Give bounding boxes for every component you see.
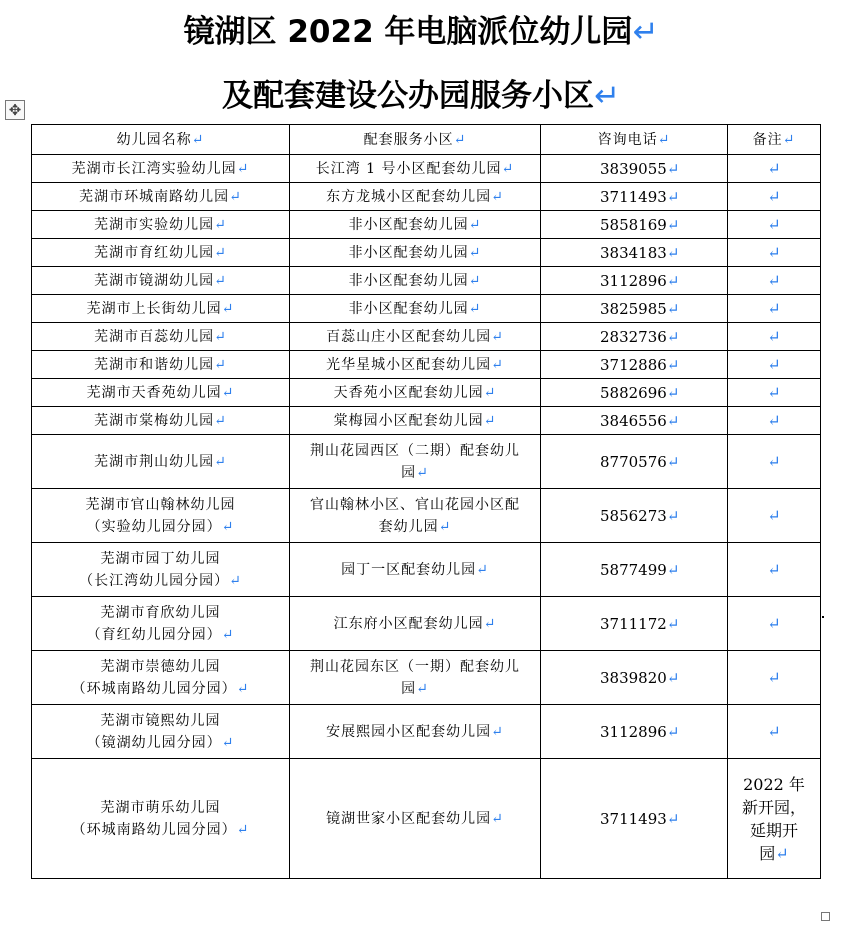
note-cell: ↵ bbox=[728, 267, 821, 295]
service-area-cell: 非小区配套幼儿园↵ bbox=[290, 239, 541, 267]
table-row bbox=[32, 543, 821, 597]
header-service-area: 配套服务小区↵ bbox=[290, 125, 541, 155]
table-row bbox=[32, 705, 821, 759]
note-cell: ↵ bbox=[728, 597, 821, 651]
kindergarten-name-cell: 芜湖市镜湖幼儿园↵ bbox=[32, 267, 290, 295]
phone-cell: 3112896↵ bbox=[541, 705, 728, 759]
note-cell: ↵ bbox=[728, 351, 821, 379]
service-area-cell: 江东府小区配套幼儿园↵ bbox=[290, 597, 541, 651]
service-area-cell: 荆山花园东区（一期）配套幼儿 园↵ bbox=[290, 651, 541, 705]
kindergarten-name-cell: 芜湖市官山翰林幼儿园 （实验幼儿园分园）↵ bbox=[32, 489, 290, 543]
table-row bbox=[32, 351, 821, 379]
phone-cell: 5877499↵ bbox=[541, 543, 728, 597]
kindergarten-name-cell: 芜湖市棠梅幼儿园↵ bbox=[32, 407, 290, 435]
service-area-cell: 官山翰林小区、官山花园小区配 套幼儿园↵ bbox=[290, 489, 541, 543]
table-row bbox=[32, 489, 821, 543]
note-cell: ↵ bbox=[728, 407, 821, 435]
note-cell: 2022 年 新开园， 延期开 园↵ bbox=[728, 759, 821, 879]
header-kindergarten-name: 幼儿园名称↵ bbox=[32, 125, 290, 155]
table-row bbox=[32, 407, 821, 435]
kindergarten-name-cell: 芜湖市育红幼儿园↵ bbox=[32, 239, 290, 267]
kindergarten-name-cell: 芜湖市荆山幼儿园↵ bbox=[32, 435, 290, 489]
note-cell: ↵ bbox=[728, 489, 821, 543]
note-cell: ↵ bbox=[728, 155, 821, 183]
title-line-1: 镜湖区 2022 年电脑派位幼儿园↵ bbox=[183, 14, 659, 50]
service-area-cell: 荆山花园西区（二期）配套幼儿 园↵ bbox=[290, 435, 541, 489]
kindergarten-table bbox=[31, 124, 821, 879]
phone-cell: 5856273↵ bbox=[541, 489, 728, 543]
header-note: 备注↵ bbox=[728, 125, 821, 155]
kindergarten-name-cell: 芜湖市百蕊幼儿园↵ bbox=[32, 323, 290, 351]
phone-cell: 3711493↵ bbox=[541, 183, 728, 211]
kindergarten-name-cell: 芜湖市上长街幼儿园↵ bbox=[32, 295, 290, 323]
phone-cell: 3834183↵ bbox=[541, 239, 728, 267]
header-phone: 咨询电话↵ bbox=[541, 125, 728, 155]
table-row bbox=[32, 435, 821, 489]
kindergarten-name-cell: 芜湖市育欣幼儿园 （育红幼儿园分园）↵ bbox=[32, 597, 290, 651]
service-area-cell: 镜湖世家小区配套幼儿园↵ bbox=[290, 759, 541, 879]
kindergarten-name-cell: 芜湖市和谐幼儿园↵ bbox=[32, 351, 290, 379]
service-area-cell: 非小区配套幼儿园↵ bbox=[290, 295, 541, 323]
service-area-cell: 非小区配套幼儿园↵ bbox=[290, 211, 541, 239]
kindergarten-name-cell: 芜湖市园丁幼儿园 （长江湾幼儿园分园）↵ bbox=[32, 543, 290, 597]
phone-cell: 3112896↵ bbox=[541, 267, 728, 295]
table-row bbox=[32, 651, 821, 705]
service-area-cell: 光华星城小区配套幼儿园↵ bbox=[290, 351, 541, 379]
phone-cell: 2832736↵ bbox=[541, 323, 728, 351]
table-row bbox=[32, 295, 821, 323]
phone-cell: 3839820↵ bbox=[541, 651, 728, 705]
resize-handle-icon[interactable] bbox=[821, 912, 830, 921]
phone-cell: 3711493↵ bbox=[541, 759, 728, 879]
service-area-cell: 长江湾 1 号小区配套幼儿园↵ bbox=[290, 155, 541, 183]
kindergarten-name-cell: 芜湖市实验幼儿园↵ bbox=[32, 211, 290, 239]
phone-cell: 5882696↵ bbox=[541, 379, 728, 407]
title-line-2: 及配套建设公办园服务小区↵ bbox=[222, 78, 620, 114]
kindergarten-name-cell: 芜湖市崇德幼儿园 （环城南路幼儿园分园）↵ bbox=[32, 651, 290, 705]
phone-cell: 8770576↵ bbox=[541, 435, 728, 489]
table-row bbox=[32, 379, 821, 407]
phone-cell: 5858169↵ bbox=[541, 211, 728, 239]
kindergarten-name-cell: 芜湖市镜熙幼儿园 （镜湖幼儿园分园）↵ bbox=[32, 705, 290, 759]
note-cell: ↵ bbox=[728, 323, 821, 351]
stray-mark bbox=[822, 616, 824, 618]
service-area-cell: 东方龙城小区配套幼儿园↵ bbox=[290, 183, 541, 211]
service-area-cell: 百蕊山庄小区配套幼儿园↵ bbox=[290, 323, 541, 351]
table-row bbox=[32, 597, 821, 651]
phone-cell: 3846556↵ bbox=[541, 407, 728, 435]
note-cell: ↵ bbox=[728, 295, 821, 323]
kindergarten-name-cell: 芜湖市长江湾实验幼儿园↵ bbox=[32, 155, 290, 183]
move-handle-icon[interactable]: ✥ bbox=[5, 100, 25, 120]
phone-cell: 3711172↵ bbox=[541, 597, 728, 651]
note-cell: ↵ bbox=[728, 651, 821, 705]
table-row bbox=[32, 239, 821, 267]
note-cell: ↵ bbox=[728, 379, 821, 407]
service-area-cell: 园丁一区配套幼儿园↵ bbox=[290, 543, 541, 597]
table-header-row bbox=[32, 125, 821, 155]
note-cell: ↵ bbox=[728, 435, 821, 489]
kindergarten-name-cell: 芜湖市萌乐幼儿园 （环城南路幼儿园分园）↵ bbox=[32, 759, 290, 879]
note-cell: ↵ bbox=[728, 183, 821, 211]
kindergarten-name-cell: 芜湖市天香苑幼儿园↵ bbox=[32, 379, 290, 407]
table-row bbox=[32, 183, 821, 211]
phone-cell: 3712886↵ bbox=[541, 351, 728, 379]
service-area-cell: 安展熙园小区配套幼儿园↵ bbox=[290, 705, 541, 759]
kindergarten-name-cell: 芜湖市环城南路幼儿园↵ bbox=[32, 183, 290, 211]
phone-cell: 3825985↵ bbox=[541, 295, 728, 323]
table-row bbox=[32, 155, 821, 183]
service-area-cell: 棠梅园小区配套幼儿园↵ bbox=[290, 407, 541, 435]
service-area-cell: 天香苑小区配套幼儿园↵ bbox=[290, 379, 541, 407]
table-row bbox=[32, 211, 821, 239]
phone-cell: 3839055↵ bbox=[541, 155, 728, 183]
service-area-cell: 非小区配套幼儿园↵ bbox=[290, 267, 541, 295]
note-cell: ↵ bbox=[728, 211, 821, 239]
table-row bbox=[32, 267, 821, 295]
table-row bbox=[32, 759, 821, 879]
note-cell: ↵ bbox=[728, 543, 821, 597]
table-row bbox=[32, 323, 821, 351]
note-cell: ↵ bbox=[728, 705, 821, 759]
note-cell: ↵ bbox=[728, 239, 821, 267]
